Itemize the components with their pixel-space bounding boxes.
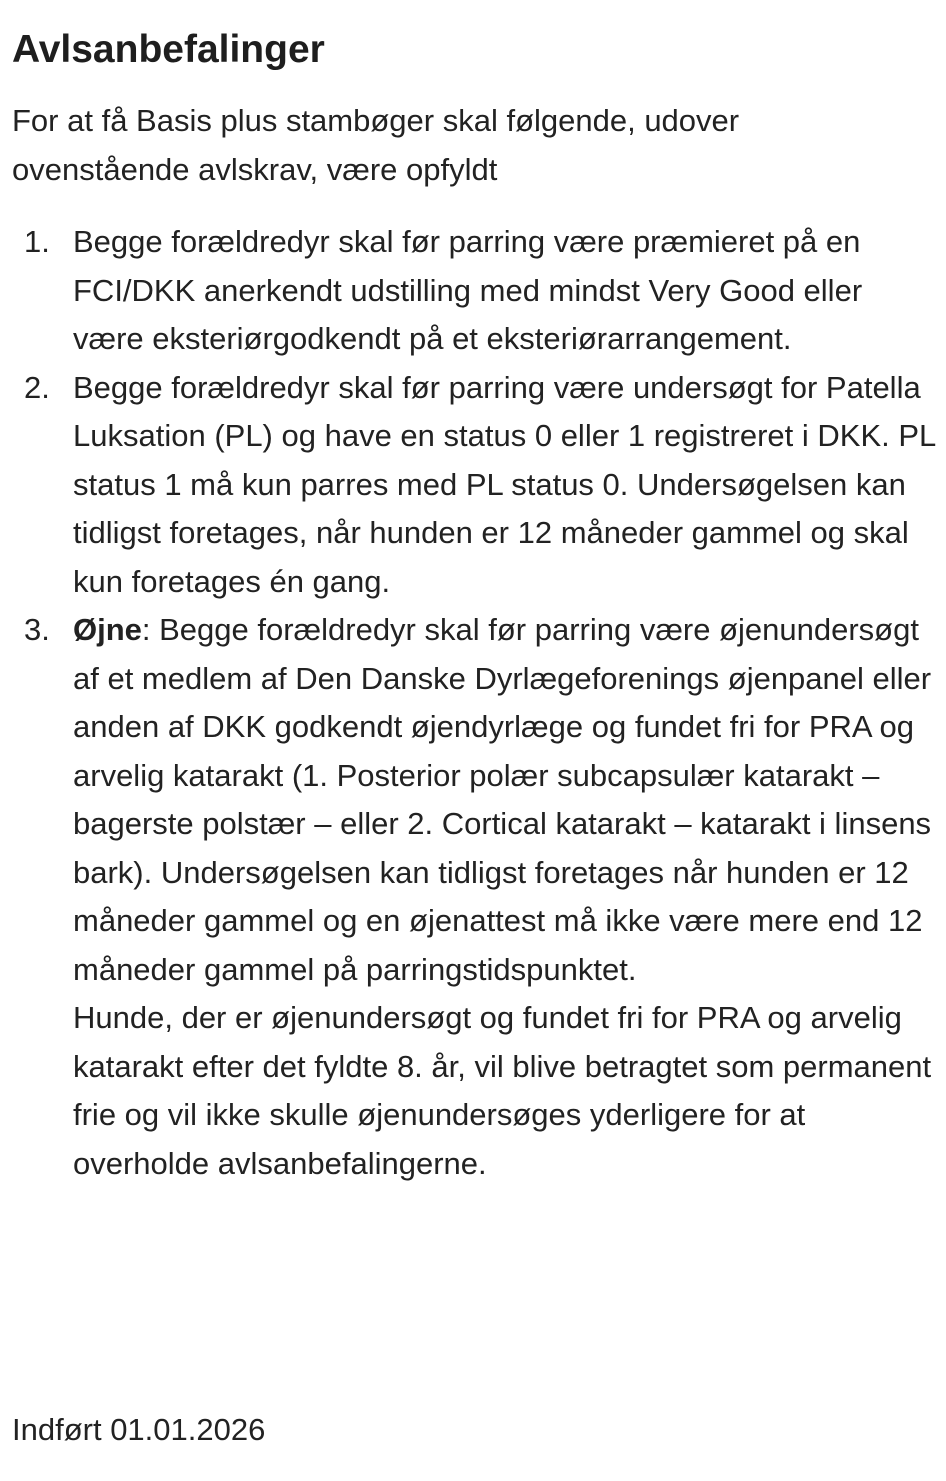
list-item-text: Begge forældredyr skal før parring være undersøgt for Patella Luksation (PL) og have en status 0 eller 1 registreret i DKK. PL status 1 må kun parres med PL status 0. Undersøgelsen kan tidligst foretages, når hunden er 12 måneder gammel og skal kun foretages én gang. — [73, 369, 936, 599]
list-item — [0, 606, 946, 1188]
list-item-bold-label: Øjne — [73, 612, 142, 647]
list-item-number: 1. — [24, 224, 50, 259]
list-item-text: : Begge forældredyr skal før parring være øjenundersøgt af et medlem af Den Danske Dyrlægeforenings øjenpanel eller anden af DKK godkendt øjendyrlæge og fundet fri for PRA og arvelig katarakt (1. Posterior polær subcapsulær katarakt – bagerste polstær – eller 2. Cortical katarakt – katarakt i linsens bark). Undersøgelsen kan tidligst foretages når hunden er 12 måneder gammel og en øjenattest må ikke være mere end 12 måneder gammel på parringstidspunktet. — [73, 612, 932, 987]
list-item-number: 3. — [24, 612, 50, 647]
list-item-extra-text: Hunde, der er øjenundersøgt og fundet fri for PRA og arvelig katarakt efter det fyldte 8. år, vil blive betragtet som permanent frie og vil ikke skulle øjenundersøges yderligere for at overholde avlsanbefalingerne. — [73, 1000, 932, 1181]
footer-date: Indført 01.01.2026 — [12, 1412, 266, 1447]
list-item — [0, 218, 946, 364]
list-item — [0, 364, 946, 607]
intro-paragraph: For at få Basis plus stambøger skal følgende, udover ovenstående avlskrav, være opfyldt — [12, 103, 740, 187]
list-item-number: 2. — [24, 369, 50, 405]
requirements-list — [0, 218, 946, 1188]
page-title: Avlsanbefalinger — [12, 28, 325, 71]
list-item-text-wrapper — [73, 606, 940, 994]
list-item-text: Begge forældredyr skal før parring være præmieret på en FCI/DKK anerkendt udstilling med mindst Very Good eller være eksteriørgodkendt på et eksteriørarrangement. — [73, 224, 863, 356]
